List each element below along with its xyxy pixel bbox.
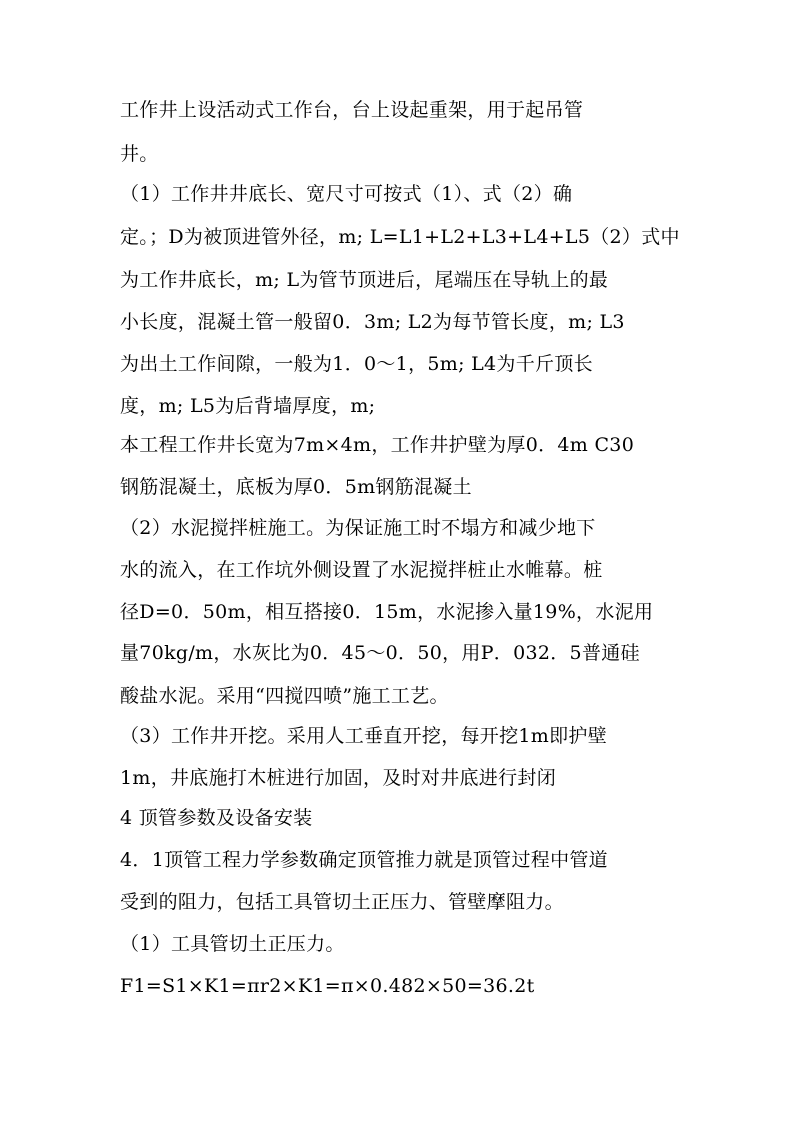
paragraph-line: 定。；D为被顶进管外径，m; L=L1+L2+L3+L4+L5（2）式中 bbox=[120, 226, 680, 248]
paragraph-line: 水的流入，在工作坑外侧设置了水泥搅拌桩止水帷幕。桩 bbox=[120, 559, 603, 581]
paragraph-line: 1m，井底施打木桩进行加固，及时对井底进行封闭 bbox=[120, 767, 557, 789]
paragraph-line: 量70kg/m，水灰比为0．45～0．50，用P．032．5普通硅 bbox=[120, 642, 640, 664]
paragraph-line: 径D=0．50m，相互搭接0．15m，水泥掺入量19%，水泥用 bbox=[120, 601, 654, 623]
paragraph-line: 酸盐水泥。采用“四搅四喷”施工工艺。 bbox=[120, 685, 449, 707]
paragraph-line: 井。 bbox=[120, 143, 159, 165]
paragraph-line: （3）工作井开挖。采用人工垂直开挖，每开挖1m即护壁 bbox=[120, 725, 607, 747]
paragraph-line: （1）工作井井底长、宽尺寸可按式（1）、式（2）确 bbox=[120, 183, 573, 205]
paragraph-line: 小长度，混凝土管一般留0．3m; L2为每节管长度，m; L3 bbox=[120, 311, 625, 333]
paragraph-line: （2）水泥搅拌桩施工。为保证施工时不塌方和减少地下 bbox=[120, 517, 596, 539]
formula-line: F1=S1×K1=πr2×K1=π×0.482×50=36.2t bbox=[120, 975, 535, 997]
paragraph-line: （1）工具管切土正压力。 bbox=[120, 933, 345, 955]
paragraph-line: 钢筋混凝土，底板为厚0．5m钢筋混凝土 bbox=[120, 476, 472, 498]
paragraph-line: 为工作井底长，m; L为管节顶进后，尾端压在导轨上的最 bbox=[120, 269, 609, 291]
paragraph-line: 度，m; L5为后背墙厚度，m; bbox=[120, 395, 376, 417]
paragraph-line: 工作井上设活动式工作台，台上设起重架，用于起吊管 bbox=[120, 99, 584, 121]
paragraph-line: 为出土工作间隙，一般为1．0～1，5m; L4为千斤顶长 bbox=[120, 353, 593, 375]
paragraph-line: 4．1顶管工程力学参数确定顶管推力就是顶管过程中管道 bbox=[120, 849, 608, 871]
paragraph-line: 受到的阻力，包括工具管切土正压力、管壁摩阻力。 bbox=[120, 891, 564, 913]
section-heading: 4 顶管参数及设备安装 bbox=[120, 807, 313, 829]
paragraph-line: 本工程工作井长宽为7m×4m，工作井护壁为厚0．4m C30 bbox=[120, 434, 635, 456]
